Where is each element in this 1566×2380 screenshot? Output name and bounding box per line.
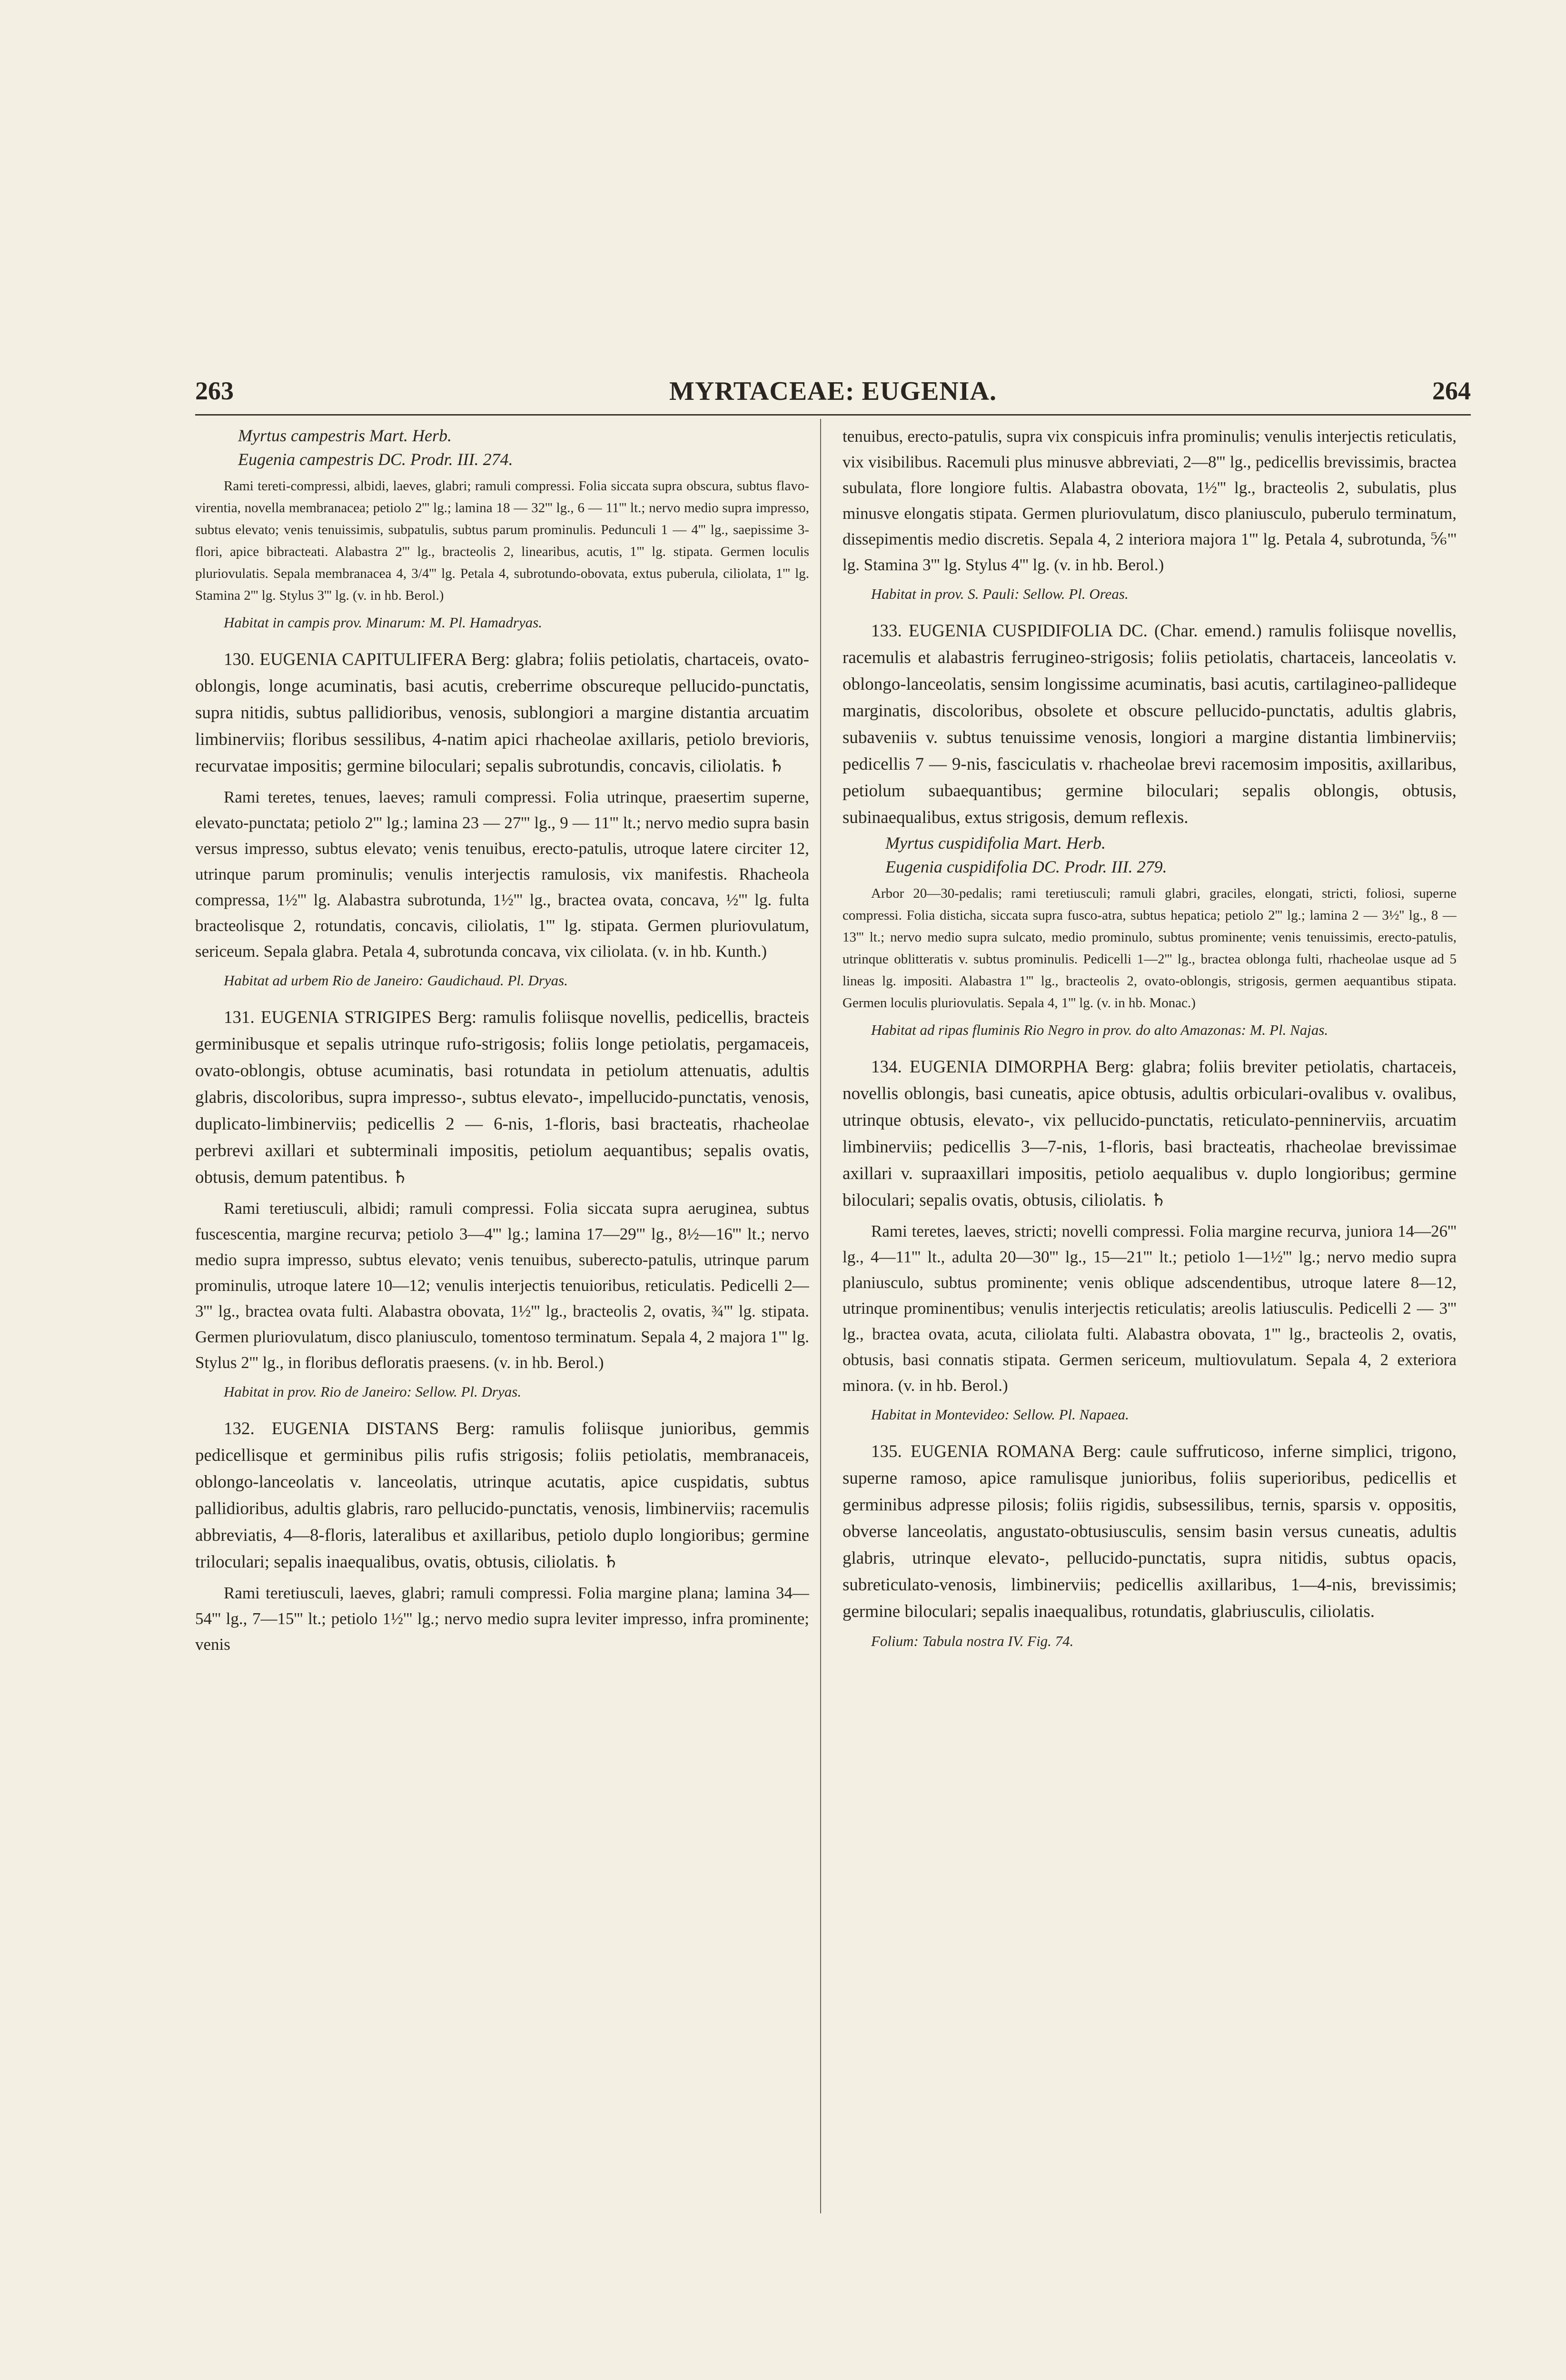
synonym-line: Eugenia campestris DC. Prodr. III. 274. [238, 450, 513, 469]
habitat-line: Habitat in campis prov. Minarum: M. Pl. Hamadryas. [224, 614, 543, 631]
species-diagnosis: 132. EUGENIA DISTANS Berg: ramulis foliisque junioribus, gemmis pedicellisque et germinibus pilis rufis strigosis; foliis petiolatis, membranaceis, oblongo-lanceolatis v. lanceolatis, utrinque acutatis, apice cuspidatis, subtus pallidioribus, adultis glabris, raro pellucido-punctatis, venosis, limbinerviis; racemulis abbreviatis, 4—8-floris, lateralibus et axillaribus, petiolo duplo longioribus; germine triloculari; sepalis inaequalibus, ovatis, obtusis, ciliolatis. ♄ [195, 1419, 809, 1572]
synonym-line: Myrtus campestris Mart. Herb. [238, 426, 452, 445]
species-diagnosis: 130. EUGENIA CAPITULIFERA Berg: glabra; foliis petiolatis, chartaceis, ovato-oblongis, longe acuminatis, basi acutis, creberrime obscureque pellucido-punctatis, supra nitidis, subtus pallidioribus, venosis, sublongiori a margine distantia arcuatim limbinerviis; floribus sessilibus, 4-natim apici rhacheolae axillaris, petiolo brevioris, recurvatae impositis; germine biloculari; sepalis subrotundis, concavis, ciliolatis. ♄ [195, 650, 809, 776]
description-paragraph: tenuibus, erecto-patulis, supra vix conspicuis infra prominulis; venulis interjectis reticulatis, vix visibilibus. Racemuli plus minusve abbreviati, 2—8''' lg., pedicellis brevissimis, bractea subulata, flore longiore fultis. Alabastra obovata, 1½''' lg., bracteolis 2, subulatis, plus minusve elongatis stipata. Germen pluriovulatum, disco planiusculo, puberulo terminatum, dissepimentis medio discretis. Sepala 4, 2 interiora majora 1''' lg. Petala 4, subrotunda, ⅚''' lg. Stamina 3''' lg. Stylus 4''' lg. (v. in hb. Berol.) [842, 427, 1457, 574]
description-paragraph: Rami teretes, tenues, laeves; ramuli compressi. Folia utrinque, praesertim superne, elevato-punctata; petiolo 2''' lg.; lamina 23 — 27''' lg., 9 — 11''' lt.; nervo medio supra basin versus impresso, subtus elevato; venis tenuibus, erecto-patulis, utroque latere circiter 12, utrinque parum prominulis; venulis interjectis ramulosis, vix manifestis. Rhacheola compressa, 1½''' lg. Alabastra subrotunda, 1½''' lg., bractea ovata, concava, ½''' lg. fulta bracteolisque 2, rotundatis, concavis, ciliolatis, 1''' lg. stipata. Germen pluriovulatum, sericeum. Sepala glabra. Petala 4, subrotunda concava, vix ciliolata. (v. in hb. Kunth.) [195, 788, 809, 961]
habitat-line: Habitat ad ripas fluminis Rio Negro in prov. do alto Amazonas: M. Pl. Najas. [871, 1021, 1328, 1038]
habitat-line: Habitat in Montevideo: Sellow. Pl. Napaea. [871, 1406, 1129, 1423]
left-column [195, 424, 809, 2218]
habitat-line: Habitat ad urbem Rio de Janeiro: Gaudichaud. Pl. Dryas. [224, 972, 568, 989]
habitat-line: Habitat in prov. S. Pauli: Sellow. Pl. Oreas. [871, 585, 1129, 602]
species-diagnosis: 131. EUGENIA STRIGIPES Berg: ramulis foliisque novellis, pedicellis, bracteis germinibusque et sepalis utrinque rufo-strigosis; foliis longe petiolatis, pergamaceis, ovato-oblongis, obtuse acuminatis, basi rotundata in petiolum attenuatis, adultis glabris, discoloribus, supra impresso-, subtus elevato-, impellucido-punctatis, venosis, duplicato-limbinerviis; pedicellis 2 — 6-nis, 1-floris, basi bracteatis, rhacheolae perbrevi axillari et subterminali impositis, petiolum aequantibus; sepalis ovatis, obtusis, demum patentibus. ♄ [195, 1008, 809, 1187]
description-paragraph: Rami teretiusculi, laeves, glabri; ramuli compressi. Folia margine plana; lamina 34—54''' lg., 7—15''' lt.; petiolo 1½''' lg.; nervo medio supra leviter impresso, infra prominente; venis [195, 1584, 809, 1654]
description-paragraph: Rami teretiusculi, albidi; ramuli compressi. Folia siccata supra aeruginea, subtus fuscescentia, margine recurva; petiolo 3—4''' lg.; lamina 17—29''' lg., 8½—16''' lt.; nervo medio supra impresso, subtus elevato; venis tenuibus, suberecto-patulis, utrinque parum prominulis, utroque latere 10—12; venulis interjectis tenuioribus, reticulatis. Pedicelli 2—3''' lg., bractea ovata fulti. Alabastra obovata, 1½''' lg., bracteolis 2, ovatis, ¾''' lg. stipata. Germen pluriovulatum, disco planiusculo, tomentoso terminatum. Sepala 4, 2 majora 1''' lg. Stylus 2''' lg., in floribus defloratis praesens. (v. in hb. Berol.) [195, 1199, 809, 1372]
description-paragraph: Arbor 20—30-pedalis; rami teretiusculi; ramuli glabri, graciles, elongati, stricti, foliosi, superne compressi. Folia disticha, siccata supra fusco-atra, subtus hepatica; petiolo 2''' lg.; lamina 2 — 3½'' lg., 8 — 13''' lt.; nervo medio supra sulcato, medio prominulo, subtus prominente; venis tenuissimis, erecto-patulis, utrinque oblitteratis v. subtus prominulis. Pedicelli 1—2''' lg., bractea oblonga fulti, rhacheolae usque ad 5 lineas lg. impositi. Alabastra 1''' lg., bracteolis 2, ovato-oblongis, strigosis, germen aequantibus stipata. Germen loculis pluriovulatis. Sepala 4, 1''' lg. (v. in hb. Monac.) [842, 886, 1457, 1011]
description-paragraph: Rami teretes, laeves, stricti; novelli compressi. Folia margine recurva, juniora 14—26''' lg., 4—11''' lt., adulta 20—30''' lg., 15—21''' lt.; petiolo 1—1½''' lg.; nervo medio supra planiusculo, subtus prominente; venis oblique adscendentibus, utroque latere 8—12, utrinque prominentibus; venulis interjectis reticulatis; areolis latiusculis. Pedicelli 2 — 3''' lg., bractea ovata, acuta, ciliolata fulti. Alabastra obovata, 1''' lg., bracteolis 2, ovatis, obtusis, basi connatis stipata. Germen sericeum, multiovulatum. Sepala 4, 2 exteriora minora. (v. in hb. Berol.) [842, 1222, 1457, 1395]
synonym-line: Myrtus cuspidifolia Mart. Herb. [885, 833, 1106, 853]
running-head: MYRTACEAE: EUGENIA. [669, 377, 997, 406]
column-divider [820, 419, 821, 2213]
species-diagnosis: 134. EUGENIA DIMORPHA Berg: glabra; foliis breviter petiolatis, chartaceis, novellis oblongis, basi cuneatis, apice obtusis, adultis orbiculari-ovalibus v. ovalibus, utrinque obtusis, elevato-, vix pellucido-punctatis, reticulato-penninerviis, arcuatim limbinerviis; pedicellis 3—7-nis, 1-floris, basi bracteatis, rhacheolae brevissimae axillari v. supraaxillari impositis, petiolo aequalibus v. duplo longioribus; germine biloculari; sepalis ovatis, obtusis, ciliolatis. ♄ [842, 1057, 1457, 1210]
species-diagnosis: 133. EUGENIA CUSPIDIFOLIA DC. (Char. emend.) ramulis foliisque novellis, racemulis et alabastris ferrugineo-strigosis; foliis petiolatis, chartaceis, lanceolatis v. oblongo-lanceolatis, sensim longissime acuminatis, basi acutis, cartilagineo-pallideque marginatis, discoloribus, obsolete et obscure pellucido-punctatis, adultis glabris, subaveniis v. subtus tenuissime venosis, longiori a margine distantia limbinerviis; pedicellis 7 — 9-nis, fasciculatis v. rhacheolae brevi racemosim impositis, axillaribus, petiolum subaequantibus; germine biloculari; sepalis oblongis, obtusis, subinaequalibus, extus strigosis, demum reflexis. [842, 621, 1457, 827]
page-header [195, 376, 1471, 409]
description-paragraph: Rami tereti-compressi, albidi, laeves, glabri; ramuli compressi. Folia siccata supra obscura, subtus flavo-virentia, novella membranacea; petiolo 2''' lg.; lamina 18 — 32''' lg., 6 — 11''' lt.; nervo medio supra impresso, subtus elevato; venis tenuissimis, subpatulis, subtus parum prominulis. Pedunculi 1 — 4''' lg., saepissime 3-flori, apice bibracteati. Alabastra 2''' lg., bracteolis 2, linearibus, acutis, 1''' lg. stipata. Germen loculis pluriovulatis. Sepala membranacea 4, 3/4''' lg. Petala 4, subrotundo-obovata, extus puberula, ciliolata, 1''' lg. Stamina 2''' lg. Stylus 3''' lg. (v. in hb. Berol.) [195, 478, 809, 603]
header-rule [195, 414, 1471, 416]
synonym-line: Eugenia cuspidifolia DC. Prodr. III. 279. [885, 857, 1167, 876]
habitat-line: Habitat in prov. Rio de Janeiro: Sellow. Pl. Dryas. [224, 1383, 522, 1400]
page-number-right: 264 [1432, 377, 1471, 405]
species-diagnosis: 135. EUGENIA ROMANA Berg: caule suffruticoso, inferne simplici, trigono, superne ramoso, apice ramulisque junioribus, foliis superioribus, pedicellis et germinibus adpresse pilosis; foliis rigidis, subsessilibus, ternis, sparsis v. oppositis, obverse lanceolatis, angustato-obtusiusculis, sensim basin versus cuneatis, adultis glabris, utrinque elevato-, pellucido-punctatis, supra nitidis, subtus opacis, subreticulato-venosis, limbinerviis; pedicellis axillaribus, 1—4-nis, brevissimis; germine biloculari; sepalis inaequalibus, rotundatis, glabriusculis, ciliolatis. [842, 1442, 1457, 1621]
page-number-left: 263 [195, 377, 234, 405]
right-column [842, 424, 1457, 2218]
figure-reference: Folium: Tabula nostra IV. Fig. 74. [871, 1633, 1074, 1649]
